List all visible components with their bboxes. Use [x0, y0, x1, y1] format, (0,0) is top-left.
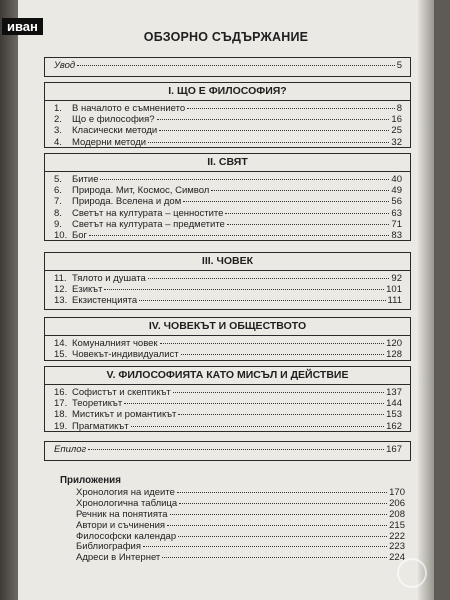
dot-leader — [227, 224, 390, 225]
section-entries — [45, 172, 410, 241]
toc-entry-label: Теоретикът — [72, 398, 123, 410]
dot-leader — [88, 449, 384, 450]
bazar-logo-mark — [382, 556, 442, 590]
toc-entry — [54, 295, 402, 306]
section-3-box — [44, 252, 411, 310]
appendix-item — [76, 521, 405, 532]
toc-entry-page: 162 — [386, 420, 402, 432]
toc-entry — [54, 421, 402, 432]
appendix-list — [60, 488, 405, 564]
page-title: ОБЗОРНО СЪДЪРЖАНИЕ — [143, 30, 309, 44]
toc-entry-number: 7. — [54, 196, 62, 208]
section-4-box — [44, 317, 411, 361]
book-spine-shadow — [0, 0, 18, 600]
toc-entry-number: 9. — [54, 218, 62, 230]
toc-entry-number: 11. — [54, 273, 67, 284]
toc-entry-label: В началото е съмнението — [72, 103, 186, 114]
dot-leader — [225, 213, 389, 214]
toc-entry-number: 14. — [54, 338, 68, 349]
section-heading: IV. ЧОВЕКЪТ И ОБЩЕСТВОТО — [45, 318, 410, 336]
toc-entry-label: Модерни методи — [72, 136, 147, 148]
toc-entry-page: 63 — [391, 207, 402, 219]
section-entries — [45, 336, 410, 360]
toc-entry — [54, 398, 402, 409]
toc-entry-label: Битие — [72, 174, 99, 185]
appendix-item-page: 170 — [389, 487, 405, 498]
toc-entry-label: Екзистенцията — [72, 295, 138, 307]
toc-entry-label: Мистикът и романтикът — [72, 409, 177, 421]
dot-leader — [167, 525, 387, 526]
section-heading: II. СВЯТ — [45, 154, 410, 172]
toc-entry-number: 17. — [54, 398, 68, 410]
section-entries — [45, 271, 410, 307]
appendix-item-label: Хронология на идеите — [76, 487, 175, 498]
toc-entry-page: 167 — [386, 444, 402, 455]
toc-entry-page: 128 — [386, 349, 402, 361]
book-page — [18, 0, 434, 600]
toc-entry — [54, 196, 402, 207]
toc-entry-label: Природа. Вселена и дом — [72, 196, 182, 208]
dot-leader — [183, 201, 389, 202]
toc-entry — [54, 208, 402, 219]
section-5-box — [44, 366, 411, 432]
toc-entry-page: 25 — [391, 125, 402, 137]
toc-entry-number: 16. — [54, 387, 68, 398]
appendix-block — [60, 475, 405, 564]
dot-leader — [89, 235, 389, 236]
toc-entry-label: Човекът-индивидуалист — [72, 349, 179, 361]
appendix-item-page: 206 — [389, 497, 405, 509]
toc-entry — [54, 284, 402, 295]
toc-entry-number: 5. — [54, 174, 62, 185]
toc-entry-number: 2. — [54, 114, 62, 126]
dot-leader — [211, 190, 389, 191]
toc-entry-page: 101 — [386, 284, 402, 296]
dot-leader — [162, 557, 387, 558]
appendix-item — [76, 553, 405, 564]
toc-entry-page: 137 — [386, 387, 402, 398]
section-heading: I. ЩО Е ФИЛОСОФИЯ? — [45, 83, 410, 101]
toc-entry-page: 92 — [391, 273, 402, 284]
toc-entry-label: Светът на културата – ценностите — [72, 207, 224, 219]
toc-entry-number: 18. — [54, 409, 68, 421]
toc-entry — [54, 185, 402, 196]
toc-entry-label: Прагматикът — [72, 420, 129, 432]
dot-leader — [143, 546, 387, 547]
toc-entry — [54, 338, 402, 349]
appendix-item-page: 208 — [389, 508, 405, 520]
section-entries — [45, 385, 410, 432]
toc-entry-label: Що е философия? — [72, 114, 155, 126]
toc-entry-page: 111 — [387, 295, 402, 307]
bazar-logo — [382, 556, 442, 590]
toc-entry-label: Светът на културата – предметите — [72, 218, 225, 230]
toc-entry-number: 3. — [54, 125, 62, 137]
toc-entry — [54, 174, 402, 185]
toc-entry — [54, 125, 402, 136]
dot-leader — [173, 392, 384, 393]
dot-leader — [148, 142, 389, 143]
toc-entry-page: 16 — [391, 114, 402, 126]
section-1-box — [44, 82, 411, 148]
toc-entry-intro — [54, 58, 402, 74]
section-heading: V. ФИЛОСОФИЯТА КАТО МИСЪЛ И ДЕЙСТВИЕ — [45, 367, 410, 385]
dot-leader — [100, 179, 389, 180]
toc-entry-label: Комуналният човек — [72, 338, 158, 349]
toc-entry-label: Езикът — [72, 284, 103, 296]
toc-entry-number: 15. — [54, 349, 68, 361]
toc-entry-page: 49 — [391, 185, 402, 197]
toc-entry — [54, 349, 402, 360]
toc-entry — [54, 114, 402, 125]
toc-entry — [54, 409, 402, 420]
dot-leader — [77, 65, 395, 66]
toc-entry — [54, 230, 402, 241]
dot-leader — [187, 108, 395, 109]
dot-leader — [131, 426, 385, 427]
toc-entry-page: 5 — [396, 60, 402, 71]
toc-entry-page: 40 — [391, 174, 402, 185]
toc-entry-page: 32 — [391, 136, 402, 148]
toc-entry-label: Увод — [54, 60, 76, 71]
dot-leader — [157, 119, 390, 120]
toc-entry-label: Тялото и душата — [72, 273, 146, 284]
toc-entry-label: Софистът и скептикът — [72, 387, 171, 398]
toc-entry-number: 8. — [54, 207, 62, 219]
appendix-item-page: 222 — [389, 530, 405, 542]
toc-entry-label: Класически методи — [72, 125, 158, 137]
toc-entry-label: Бог — [72, 229, 87, 241]
dot-leader — [179, 503, 387, 504]
dot-leader — [160, 343, 385, 344]
toc-entry — [54, 273, 402, 284]
epilogue-box — [44, 441, 411, 461]
appendix-item-label: Автори и съчинения — [76, 519, 166, 531]
page-edge — [418, 0, 434, 600]
toc-entry-page: 120 — [386, 338, 402, 349]
appendix-item-label: Хронологична таблица — [76, 497, 178, 509]
toc-entry-label: Епилог — [54, 444, 87, 455]
appendix-heading: Приложения — [60, 475, 121, 486]
toc-entry-page: 83 — [391, 229, 402, 241]
toc-entry-label: Природа. Мит, Космос, Символ — [72, 185, 210, 197]
dot-leader — [124, 403, 384, 404]
toc-entry-number: 10. — [54, 229, 68, 241]
dot-leader — [104, 289, 384, 290]
toc-entry-number: 13. — [54, 295, 68, 307]
toc-entry-number: 6. — [54, 185, 62, 197]
appendix-item-label: Библиография — [76, 541, 141, 553]
section-heading: III. ЧОВЕК — [45, 253, 410, 271]
dot-leader — [139, 300, 385, 301]
toc-entry-page: 71 — [391, 218, 402, 230]
appendix-item-label: Философски календар — [76, 530, 177, 542]
toc-entry — [54, 137, 402, 148]
appendix-item-page: 215 — [389, 519, 405, 531]
toc-entry-number: 12. — [54, 284, 68, 296]
toc-entry-number: 1. — [54, 103, 62, 114]
dot-leader — [181, 354, 385, 355]
toc-entry-number: 4. — [54, 136, 62, 148]
appendix-item-label: Адреси в Интернет — [76, 552, 161, 564]
dot-leader — [177, 492, 387, 493]
dot-leader — [148, 278, 390, 279]
section-2-box — [44, 153, 411, 241]
toc-entry-page: 153 — [386, 409, 402, 421]
toc-entry — [54, 219, 402, 230]
toc-entry-epilogue — [54, 442, 402, 458]
appendix-item-label: Речник на понятията — [76, 508, 168, 520]
toc-entry-page: 144 — [386, 398, 402, 410]
toc-entry-page: 8 — [396, 103, 402, 114]
dot-leader — [159, 130, 389, 131]
section-entries — [45, 101, 410, 148]
appendix-item-page: 223 — [389, 541, 405, 553]
dot-leader — [178, 414, 384, 415]
dot-leader — [170, 514, 388, 515]
toc-entry-number: 19. — [54, 420, 68, 432]
intro-box — [44, 57, 411, 77]
toc-entry — [54, 387, 402, 398]
dot-leader — [178, 536, 387, 537]
seller-watermark: иван — [2, 18, 43, 35]
appendix-item-page: 224 — [389, 552, 405, 564]
toc-entry — [54, 103, 402, 114]
toc-entry-page: 56 — [391, 196, 402, 208]
